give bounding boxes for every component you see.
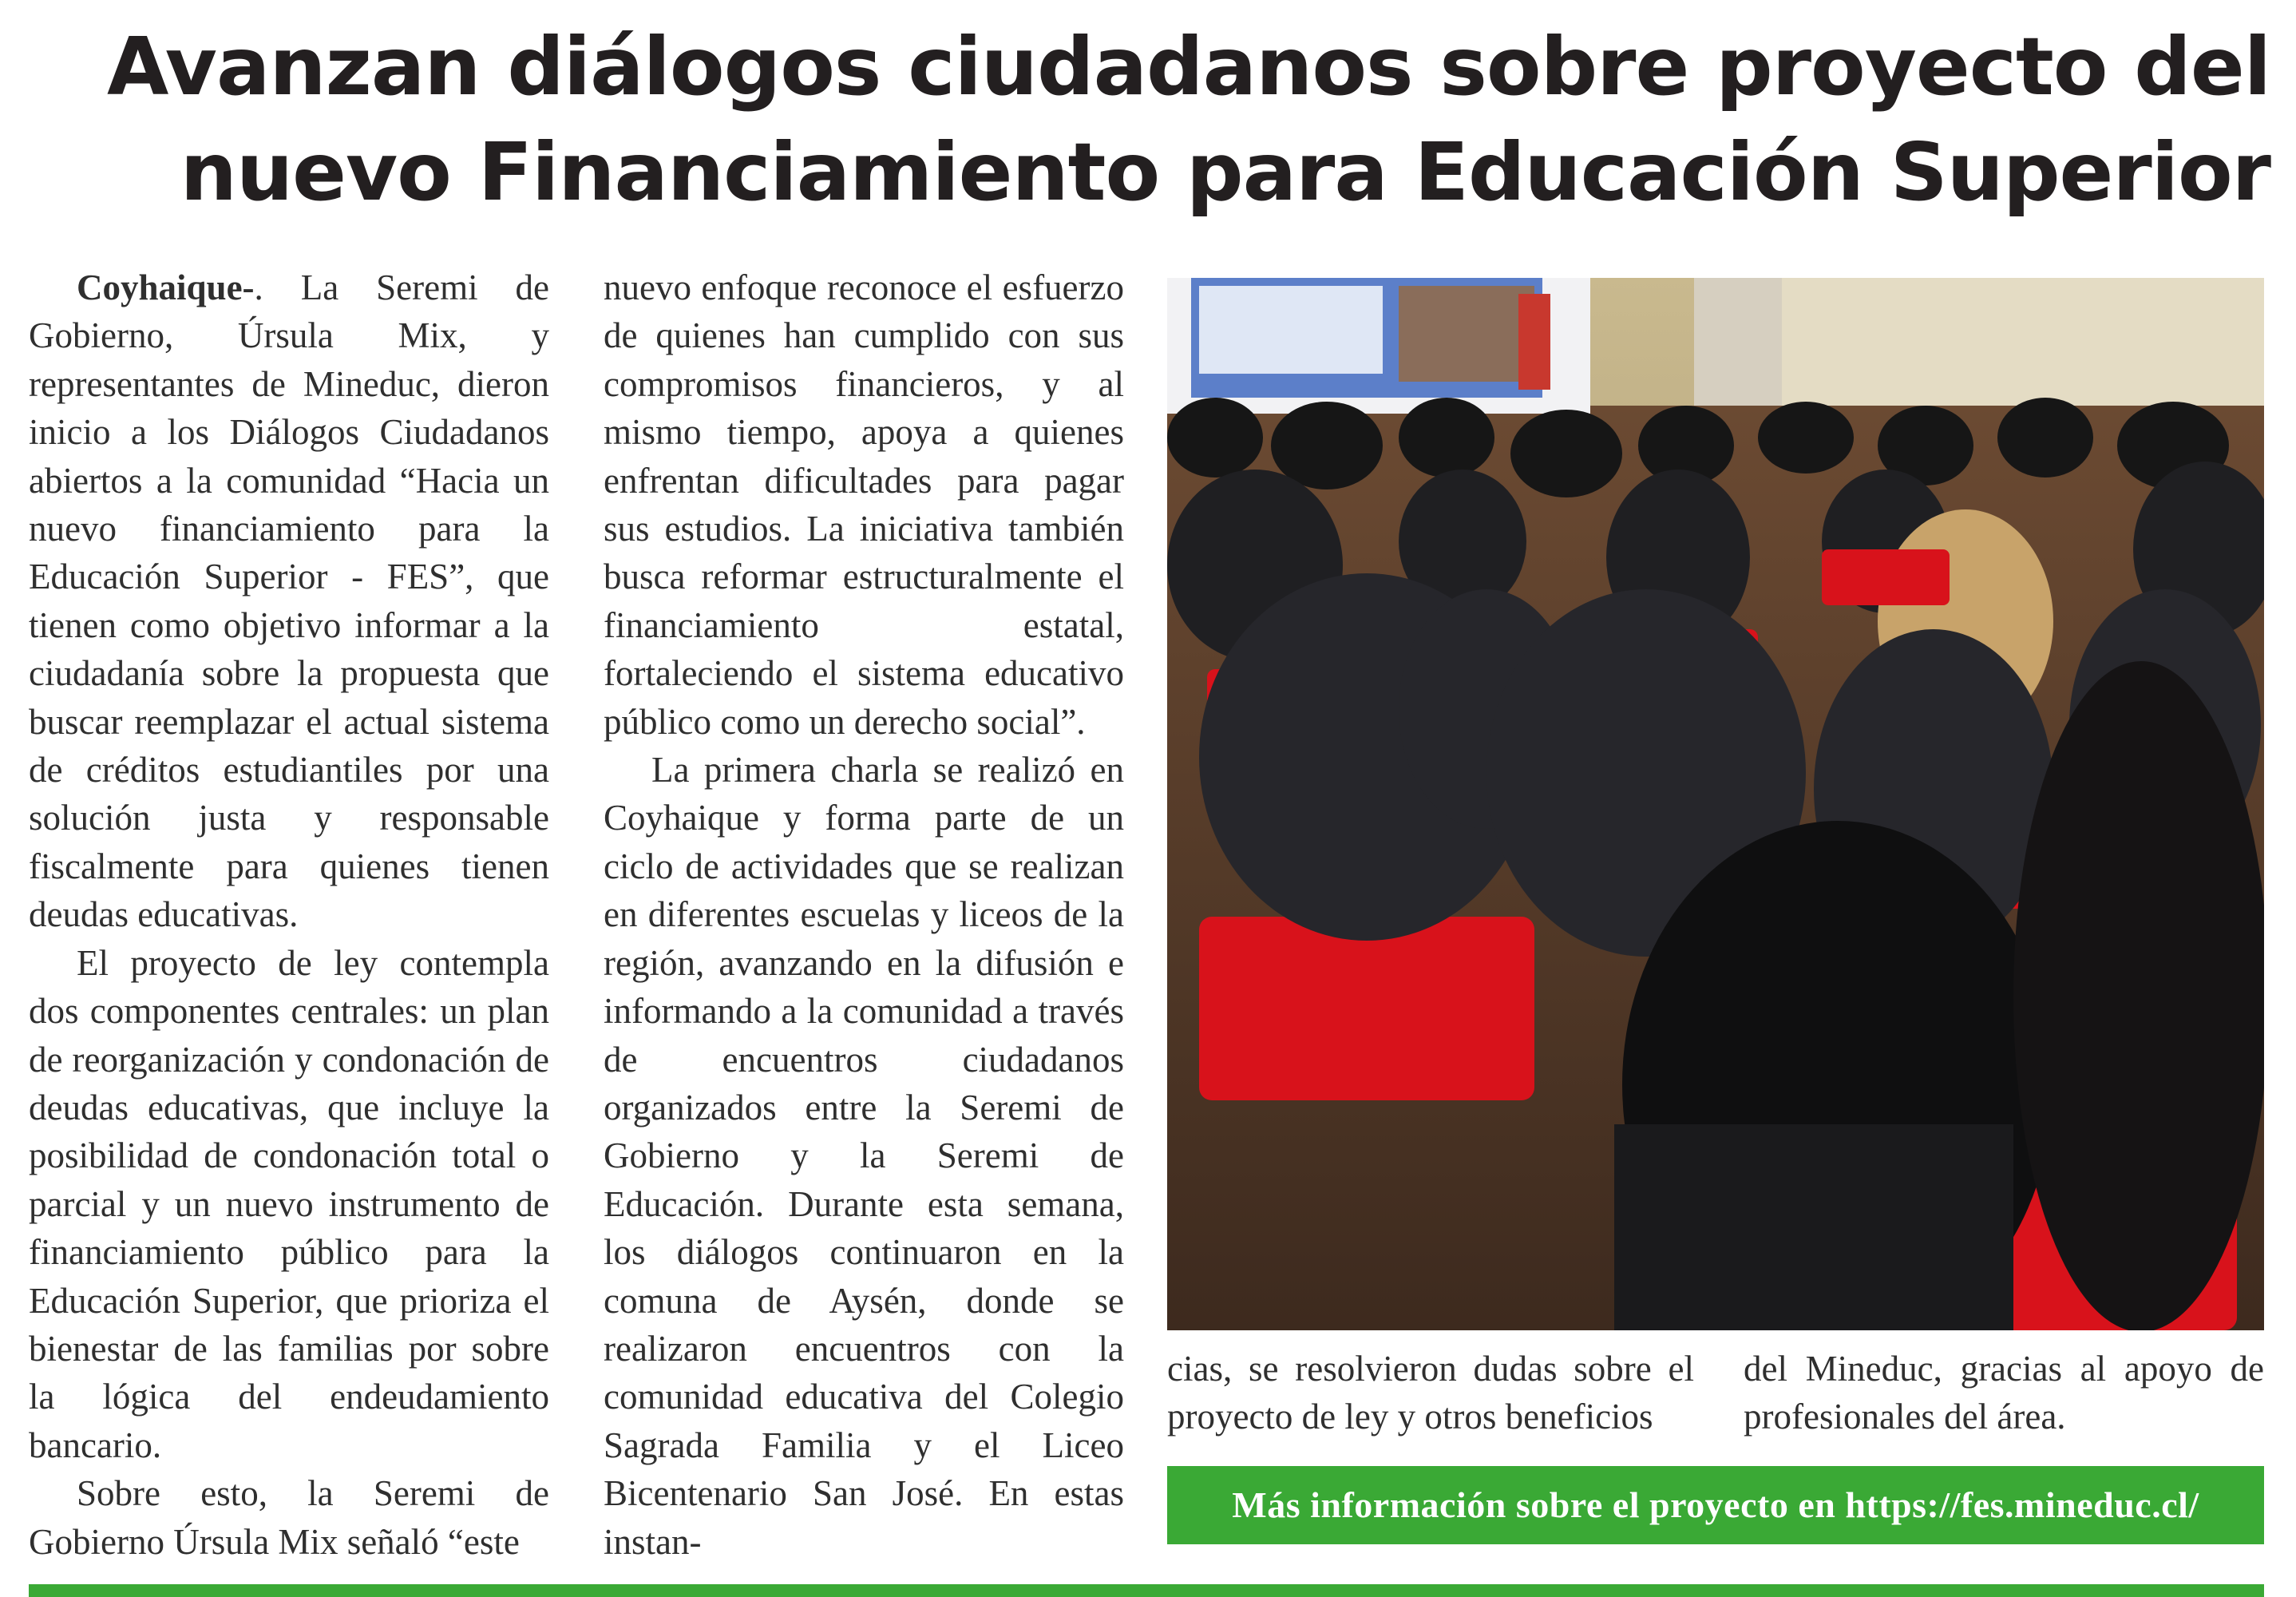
classroom-photo: [1167, 278, 2264, 1330]
classroom-illustration: [1167, 278, 2264, 1330]
bottom-divider: [29, 1584, 2264, 1597]
paragraph-1: [29, 264, 549, 939]
article-column-2: [604, 264, 1124, 1566]
paragraph-4-continued: cias, se resolvieron dudas sobre el proyecto de ley y otros beneficios: [1167, 1349, 1694, 1437]
paragraph-4-end: del Mineduc, gracias al apoyo de profesionales del área.: [1744, 1349, 2264, 1437]
article-column-3b: [1744, 1345, 2264, 1441]
article-title: Avanzan diálogos ciudadanos sobre proyecto del nuevo Financiamiento para Educación Superior: [106, 20, 2270, 219]
paragraph-3: Sobre esto, la Seremi de Gobierno Úrsula Mix señaló “este: [29, 1473, 549, 1562]
paragraph-2: El proyecto de ley contempla dos componentes centrales: un plan de reorganización y condonación de deudas educativas, que incluye la posibilidad de condonación total o parcial y un nuevo instrumento de financiamiento público para la Educación Superior, que prioriza el bienestar de las familias por sobre la lógica del endeudamiento bancario.: [29, 942, 549, 1465]
more-info-banner[interactable]: Más información sobre el proyecto en https://fes.mineduc.cl/: [1167, 1466, 2264, 1544]
paragraph-4: La primera charla se realizó en Coyhaique y forma parte de un ciclo de actividades que se realizan en diferentes escuelas y liceos de la región, avanzando en la difusión e informando a la comunidad a través de encuentros ciudadanos organizados entre la Seremi de Gobierno y la Seremi de Educación. Durante esta semana, los diálogos continuaron en la comuna de Aysén, donde se realizaron encuentros con la comunidad educativa del Colegio Sagrada Familia y el Liceo Bicentenario San José. En estas instan-: [604, 750, 1124, 1562]
article-column-1: [29, 264, 549, 1566]
paragraph-3-continued: nuevo enfoque reconoce el esfuerzo de quienes han cumplido con sus compromisos financieros, y al mismo tiempo, apoya a quienes enfrentan dificultades para pagar sus estudios. La iniciativa también busca reformar estructuralmente el financiamiento estatal, fortaleciendo el sistema educativo público como un derecho social”.: [604, 267, 1124, 742]
dateline: Coyhaique-: [77, 267, 255, 307]
article-column-3a: [1167, 1345, 1694, 1441]
paragraph-1-text: . La Seremi de Gobierno, Úrsula Mix, y representantes de Mineduc, dieron inicio a los Diálogos Ciudadanos abiertos a la comunidad “Hacia un nuevo financiamiento para la Educación Superior - FES”, que tienen como objetivo informar a la ciudadanía sobre la propuesta que buscar reemplazar el actual sistema de créditos estudiantiles por una solución justa y responsable fiscalmente para quienes tienen deudas educativas.: [29, 267, 549, 935]
